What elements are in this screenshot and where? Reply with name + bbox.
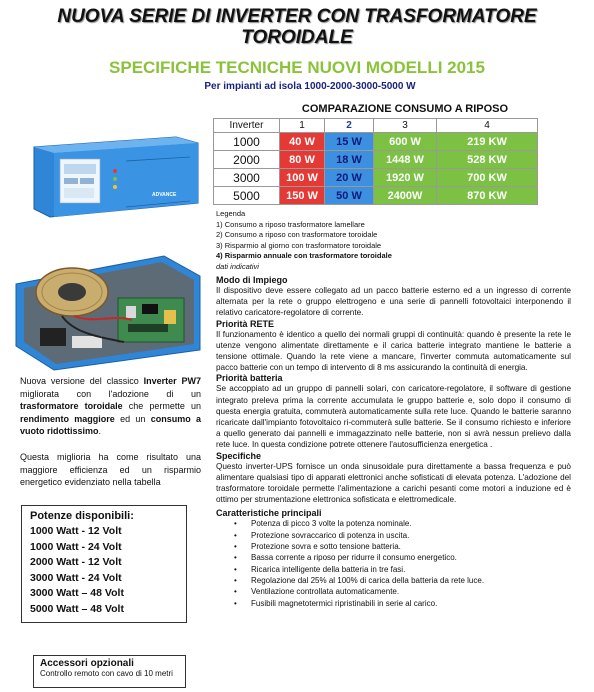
section-heading: Priorità batteria [216,373,283,384]
table-cell: 40 W [280,133,325,151]
intro-paragraph-2: Questa miglioria ha come risultato una maggiore efficienza ed un risparmio energetico evidenziato nella tabella [20,452,201,487]
list-item: • Fusibili magnetotermici ripristinabili in serie al carico. [216,598,571,609]
list-item: • Ventilazione controllata automaticamente. [216,586,571,597]
table-cell: 20 W [325,169,374,187]
list-item: • Protezione sovraccarico di potenza in uscita. [216,530,571,541]
accessories-box [33,655,186,688]
table-cell: 50 W [325,187,374,205]
table-cell: 1920 W [374,169,437,187]
table-cell: 15 W [325,133,374,151]
page-tagline: Per impianti ad isola 1000-2000-3000-5000 W [204,81,416,92]
list-item: 2000 Watt - 12 Volt [30,556,122,568]
section-heading: Priorità RETE [216,318,275,329]
table-header-row [214,119,538,133]
table-cell: 1448 W [374,151,437,169]
list-item: 5000 Watt – 48 Volt [30,602,124,615]
table-cell: 2000 [214,151,280,169]
features-list [216,518,571,608]
intro-text: che permette un [122,401,201,411]
table-header-cell: 3 [374,119,437,133]
list-item: • Ricarica intelligente della batteria in tre fasi. [216,564,571,575]
section-text: Il funzionamento è identico a quello dei normali gruppi di continuità: quando è presente la rete le utenze vengono alimentate direttamente e il carica batterie integrato mantiene le batterie a tensione ottimale. Quando la rete viene a mancare, l'inverter commuta automaticamente sul pacco batterie con un tempo di intervento di 8 ms assicurando la continuità di energia. [216,329,571,373]
list-item: • Potenza di picco 3 volte la potenza nominale. [216,518,571,529]
table-cell: 1000 [214,133,280,151]
table-header-cell: 2 [325,119,374,133]
powers-box [21,505,187,623]
section-heading: Modo di Impiego [216,275,288,285]
list-item: • Bassa corrente a riposo per ridurre il consumo energetico. [216,552,571,563]
legend-item: 3) Risparmio al giorno con trasformatore toroidale [216,240,382,250]
table-cell: 870 KW [437,187,538,205]
intro-text: ed un [114,413,151,424]
intro-text: Nuova versione del classico [20,376,144,386]
list-item: 1000 Watt - 12 Volt [30,525,122,537]
list-item: • Regolazione dal 25% al 100% di carica della batteria da rete luce. [216,575,571,586]
table-row [214,169,538,187]
legend-item: 2) Consumo a riposo con trasformatore toroidale [216,230,378,239]
legend-note: dati indicativi [216,261,259,271]
table-row [214,133,538,151]
table-cell: 100 W [280,169,325,187]
table-cell: 5000 [214,187,280,205]
section-text: Il dispositivo deve essere collegato ad un pacco batterie esterno ed a un ingresso di corrente alternata per la rete o gruppo elettrogeno e una serie di pannelli fotovoltaici interponendo il relativo caricatore-regolatore di corrente. [216,286,571,318]
table-header-cell: 1 [280,119,325,133]
intro-text: migliorata con l'adozione di un [20,388,201,399]
accessories-text: Controllo remoto con cavo di 10 metri [40,669,173,678]
table-cell: 80 W [280,151,325,169]
table-header-cell: 4 [437,119,538,133]
section-text: Questo inverter-UPS fornisce un onda sinusoidale pura direttamente a bassa frequenza e può alimentare qualsiasi tipo di apparati elettronici anche sofisticati di elevata potenza. L'adozione del trasformatore toroidale permette l'alimentazione a carichi pesanti come motori a induzione ed è ottimo per strumentazione elettronica sofisticata e elettromedicale. [216,461,571,505]
comparison-title: COMPARAZIONE CONSUMO A RIPOSO [301,103,509,115]
list-item: 3000 Watt – 48 Volt [30,587,124,599]
intro-text-bold: consumo a vuoto ridottissimo [20,413,201,436]
intro-paragraph [20,375,201,438]
specs-column [216,275,571,609]
table-cell: 18 W [325,151,374,169]
intro-text-bold: trasformatore toroidale [20,401,123,411]
page-subtitle: SPECIFICHE TECNICHE NUOVI MODELLI 2015 [109,58,485,77]
comparison-table [213,118,538,205]
table-cell: 528 KW [437,151,538,169]
legend-title: Legenda [216,209,246,218]
intro-text: . [98,426,102,436]
legend-item: 1) Consumo a riposo trasformatore lamellare [216,219,365,229]
powers-title: Potenze disponibili: [30,510,134,522]
accessories-title: Accessori opzionali [40,658,134,669]
list-item: • Protezione sovra e sotto tensione batteria. [216,541,571,552]
table-header-cell: Inverter [214,119,280,133]
section-heading: Caratteristiche principali [216,508,322,519]
table-row [214,187,538,205]
table-cell: 600 W [374,133,437,151]
list-item: 1000 Watt - 24 Volt [30,540,122,553]
table-cell: 3000 [214,169,280,187]
inverter-product-image [30,133,202,221]
section-text: Se accoppiato ad un gruppo di pannelli solari, con caricatore-regolatore, il software di gestione integrato preleva prima la corrente accumulata le gruppo batterie e, solo dopo il consumo di questa energia gratuita, commuterà automaticamente sulla rete luce. Quando le batterie saranno ricaricate dall'impianto fotovoltaico ri-commuterà sulle batterie. Se il consumo richiesto e inferiore a quello generato dai pannelli e immagazzinato nelle batterie, non si avrà nessun prelievo dalla rete luce. In questa condizione potrete ottenere l'autosufficienza energetica . [216,384,571,450]
table-cell: 700 KW [437,169,538,187]
brand-logo: ADVANCE [152,192,177,198]
toroidal-transformer-image [14,254,202,372]
legend [216,209,392,272]
table-row [214,151,538,169]
table-cell: 219 KW [437,133,538,151]
page-title: NUOVA SERIE DI INVERTER CON TRASFORMATORE TOROIDALE [57,6,537,48]
list-item: 3000 Watt - 24 Volt [30,571,122,584]
table-cell: 150 W [280,187,325,205]
intro-text-bold: Inverter PW7 [143,376,201,386]
legend-item: 4) Risparmio annuale con trasformatore toroidale [216,251,392,260]
table-cell: 2400W [374,187,437,205]
section-heading: Specifiche [216,450,262,461]
intro-text-bold: rendimento maggiore [20,413,115,424]
